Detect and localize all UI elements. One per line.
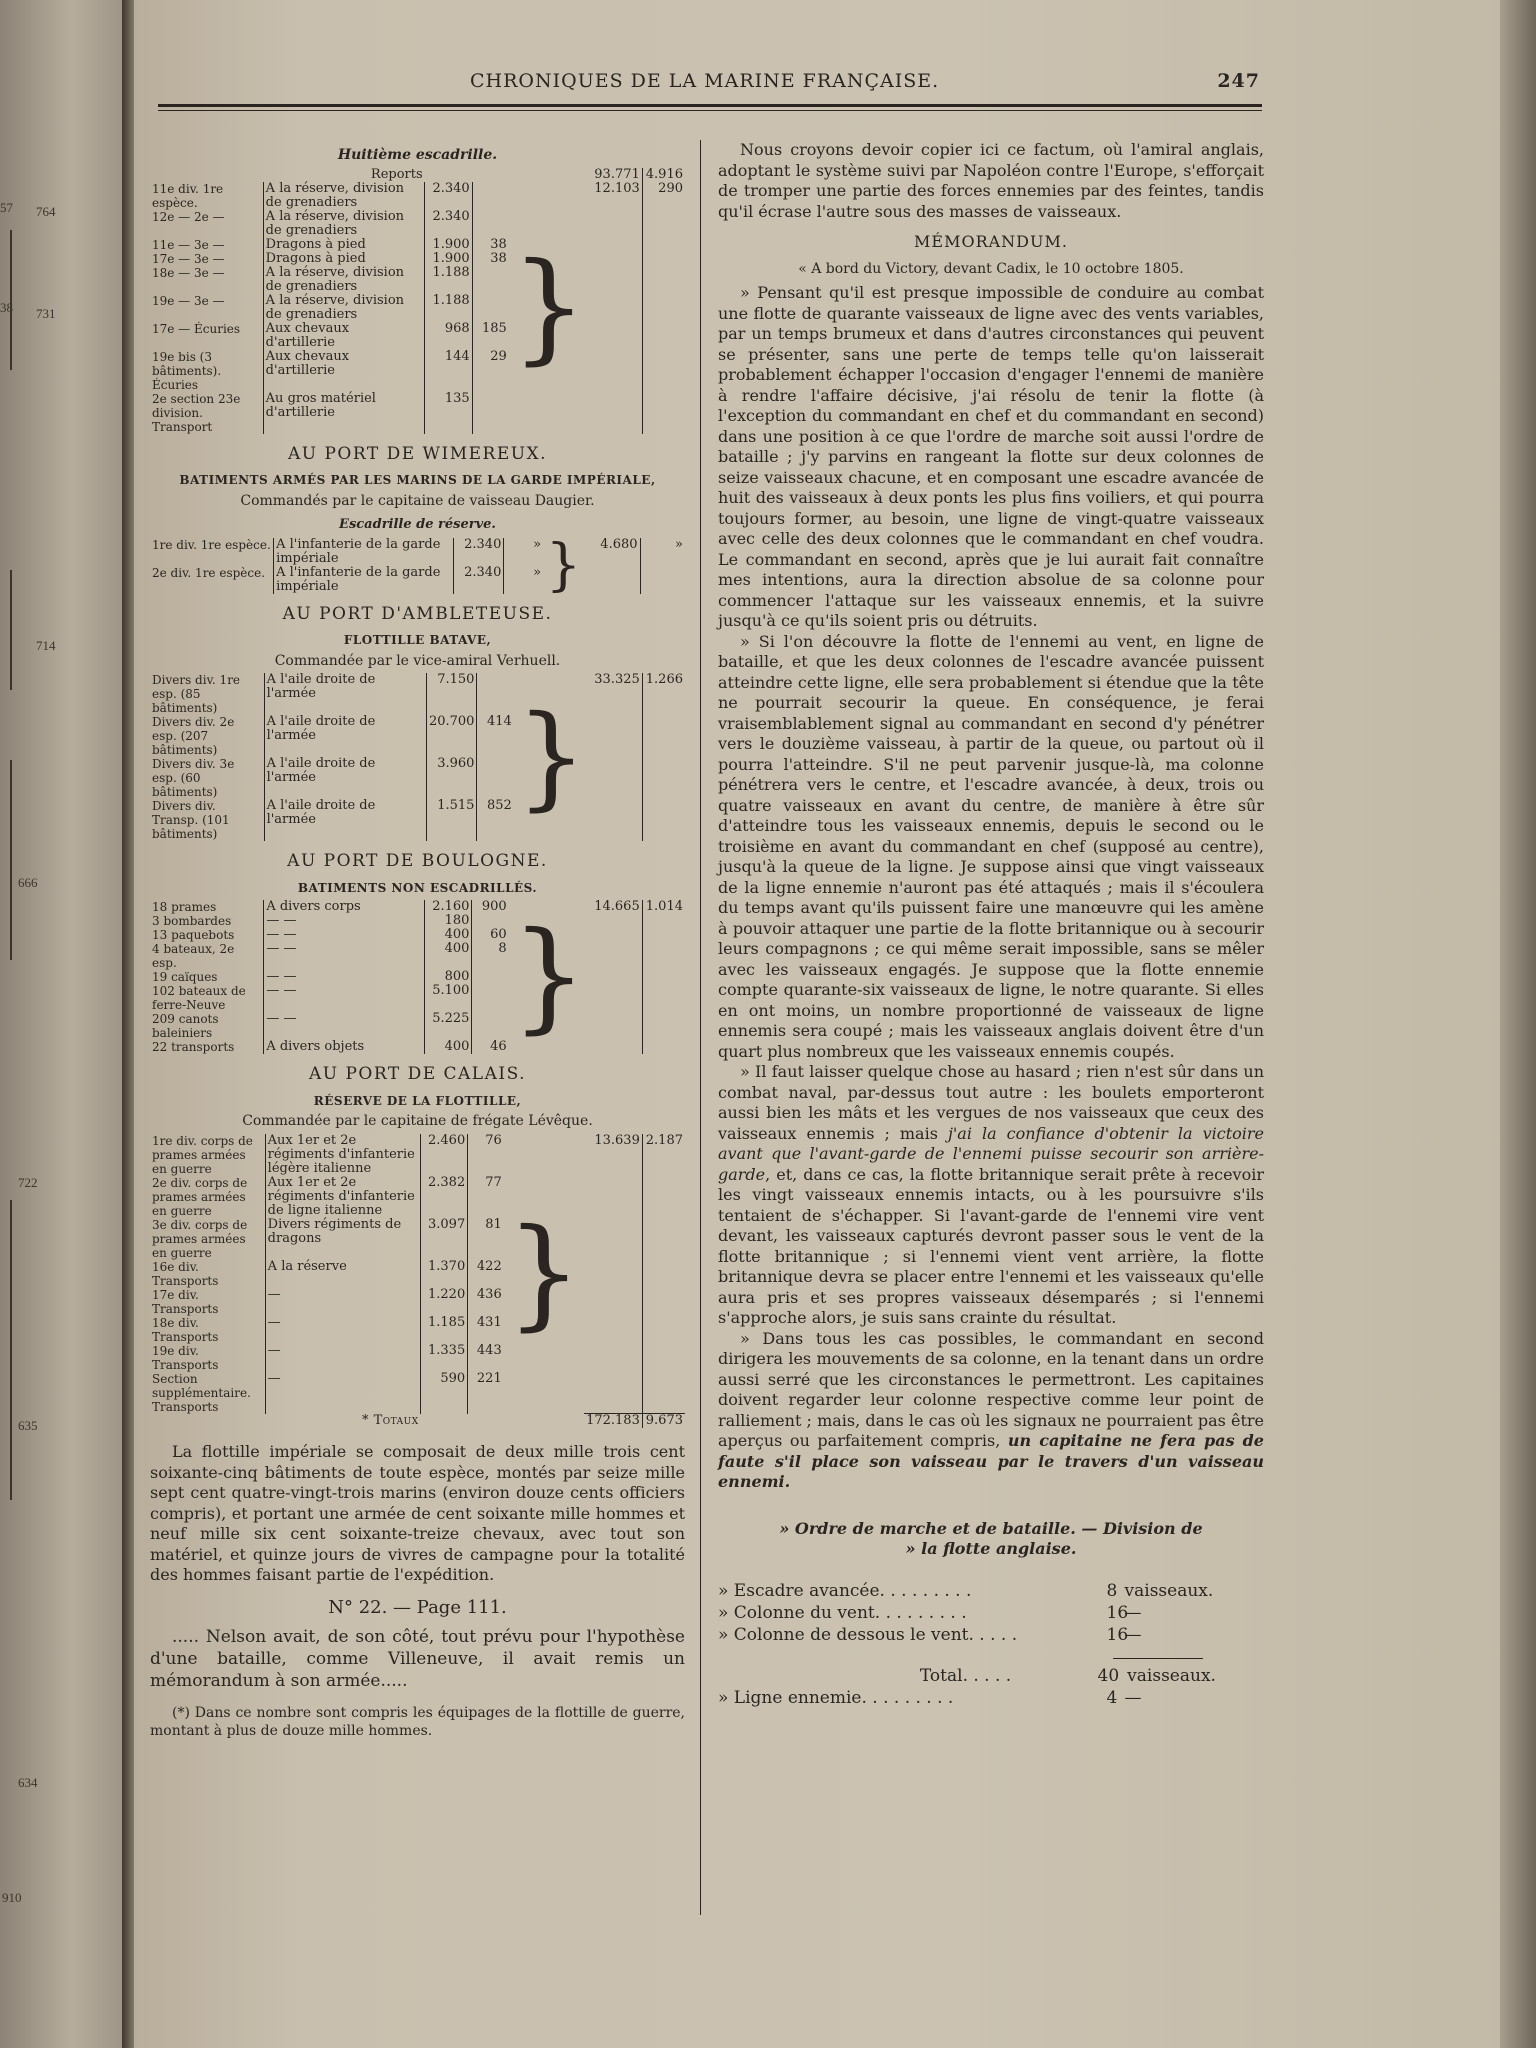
row-value-men: 590 [421, 1372, 468, 1414]
margin-number: 731 [36, 306, 56, 321]
row-description: — — [264, 970, 425, 984]
row-description: Au gros matériel d'artillerie [263, 392, 424, 434]
row-value-horses: 29 [472, 350, 509, 392]
page-number: 247 [1217, 70, 1260, 92]
row-value-horses [472, 294, 509, 322]
totals-v2: 9.673 [642, 1414, 685, 1429]
page-edge [1500, 0, 1536, 2048]
margin-number: 635 [18, 1418, 38, 1433]
row-description: Dragons à pied [263, 238, 424, 252]
row-value-horses: 46 [472, 1040, 509, 1054]
list-label: » Ligne ennemie. . . . . . . . . [718, 1687, 954, 1708]
row-label: Divers div. 1re esp. (85 bâtiments) [152, 673, 241, 715]
list-unit: — [1124, 1624, 1142, 1645]
row-label: 18e div. Transports [152, 1315, 219, 1344]
row-description: A l'aile droite de l'armée [264, 799, 426, 841]
row-value-horses: 221 [468, 1372, 504, 1414]
group-total-horses: 2.187 [642, 1134, 685, 1414]
port-heading: AU PORT DE BOULOGNE. [287, 851, 548, 871]
list-number: 4 [1106, 1687, 1118, 1708]
footnote: (*) Dans ce nombre sont compris les équipages de la flottille de guerre, montant à plus de douze mille hommes. [150, 1705, 685, 1739]
running-title: CHRONIQUES DE LA MARINE FRANÇAISE. [470, 70, 940, 92]
row-value-men: 400 [424, 928, 472, 942]
row-label: 11e — 3e — [152, 237, 225, 252]
row-value-horses: 900 [472, 900, 509, 914]
group-total-horses: 290 [642, 182, 685, 434]
list-number: 8 [1106, 1580, 1118, 1601]
row-description: Aux chevaux d'artillerie [263, 322, 424, 350]
row-label: 1re div. 1re espèce. [152, 537, 271, 552]
running-header [340, 70, 1260, 98]
row-description: A la réserve, division de grenadiers [263, 182, 424, 210]
row-description: A l'aile droite de l'armée [264, 757, 426, 799]
row-value-men: 1.900 [425, 252, 473, 266]
table-huitieme-escadrille [150, 168, 685, 434]
row-value-men: 1.900 [425, 238, 473, 252]
paragraph: La flottille impériale se composait de deux mille trois cent soixante-cinq bâtiments de toute espèce, montés par seize mille sept cent quatre-vingt-trois marins (environ douze cents officiers compris), et portant une armée de cent soixante mille hommes et neuf mille six cent soixante-treize chevaux, avec tout son matériel, et quinze jours de vivres de campagne pour la totalité des hommes faisant partie de l'expédition. [150, 1442, 685, 1584]
row-value-men: 180 [424, 914, 472, 928]
table-row [150, 900, 685, 914]
margin-number: 714 [36, 638, 56, 653]
section-heading: Escadrille de réserve. [339, 517, 496, 532]
list-number: 16 [1106, 1602, 1129, 1623]
paragraph: ..... Nelson avait, de son côté, tout prévu pour l'hypothèse d'une bataille, comme Villeneuve, il avait remis un mémorandum à son armée..... [150, 1627, 685, 1691]
paragraph: » Pensant qu'il est presque impossible de conduire au combat une flotte de quarante vaisseaux de ligne avec des vents variables, par un temps brumeux et dans d'autres circonstances qui peuvent se présenter, sans une perte de temps telle qu'on laisserait probablement échapper l'occasion d'engager l'ennemi de manière à rendre l'affaire décisive, j'ai résolu de tenir la flotte (à l'exception du commandant en chef et du commandant en second) dans une position à ce que l'ordre de marche soit aussi l'ordre de bataille ; j'y parvins en rangeant la flotte sur deux colonnes de seize vaisseaux chacune, et en composant une escadre avancée de huit des vaisseaux à deux ponts les plus fins voiliers, et qui pourra toujours former, au besoin, une ligne de vingt-quatre vaisseaux avec celle des deux colonnes que le commandant en chef voudra. Le commandant en second, après que je lui aurait fait connaître mes intentions, aura la direction absolue de sa colonne pour commencer l'attaque sur les vaisseaux ennemis, et la suivre jusqu'à ce qu'ils soient pris ou détruits. [718, 283, 1264, 630]
row-description: A l'infanterie de la garde impériale [274, 538, 454, 566]
section-heading: Huitième escadrille. [337, 147, 498, 163]
left-column [150, 145, 685, 1740]
text-run-italic: j'ai la confiance d'obtenir la victoire avant que l'avant-garde de l'ennemi puisse secourir son arrière-garde [718, 1123, 1265, 1184]
paragraph [718, 1062, 1264, 1329]
row-value-horses [472, 984, 509, 1012]
row-description: Dragons à pied [263, 252, 424, 266]
note-heading: N° 22. — Page 111. [328, 1596, 507, 1618]
row-description: — [265, 1288, 420, 1316]
row-value-men: 135 [425, 392, 473, 434]
row-label: 13 paquebots [152, 928, 235, 942]
paragraph: » Si l'on découvre la flotte de l'ennemi au vent, en ligne de bataille, et que les deux colonnes de l'escadre avancée puissent atteindre cette ligne, elle sera probablement si étendue que la tête ne pourrait secourir la queue. En conséquence, je ferai vraisemblablement signal au commandant en second d'y pénétrer vers le douzième vaisseau, à partir de la queue, ou partout où il pourra l'atteindre. S'il ne peut parvenir jusque-là, ma colonne pénétrera vers le centre, et l'escadre avancée, à deux, trois ou quatre vaisseaux en avant du centre, de manière à être sûr d'atteindre tous les vaisseaux ennemis, depuis le second ou le troisième en avant du commandant en chef (supposé au centre), jusqu'à la queue de la ligne. Je suppose ainsi que vingt vaisseaux de la ligne ennemie n'auront pas été attaqués ; mais il s'écoulera du temps avant qu'ils puissent faire une manœuvre qui les amène à pouvoir attaquer une partie de la flotte britannique ou à secourir leurs compagnons ; ce qui même serait impossible, sans se mêler avec les vaisseaux engagés. Je suppose que la flotte ennemie compte quarante-six vaisseaux de ligne, le notre quarante. Si elles en ont moins, un nombre proportionné de vaisseaux de ligne ennemis sera coupé ; mais les vaisseaux anglais doivent être d'un quart plus nombreux que les vaisseaux ennemis coupés. [718, 631, 1264, 1061]
list-label: Total. . . . . [919, 1665, 1012, 1686]
text-run: , et, dans ce cas, la flotte britannique serait prête à recevoir les vingt vaisseaux ennemis intacts, ou à les poursuivre s'ils tentaient de s'échapper. Si l'avant-garde de l'ennemi vire vent devant, les vaisseaux capturés devront passer sous le vent de la flotte britannique ; si l'ennemi vient vent arrière, la flotte britannique devra se placer entre l'ennemi et les vaisseaux qu'elle aura pris et ses propres vaisseaux désemparés ; si l'ennemi s'approche alors, je suis sans crainte du résultat. [718, 1164, 1264, 1327]
list-unit: — [1124, 1602, 1142, 1623]
group-total-men: 4.680 [600, 536, 638, 552]
row-description: A l'infanterie de la garde impériale [274, 566, 454, 594]
row-value-men: 20.700 [426, 715, 477, 757]
row-description: A la réserve, division de grenadiers [263, 210, 424, 238]
sub-heading: FLOTTILLE BATAVE, [343, 633, 492, 647]
group-total-men: 33.325 [594, 672, 640, 687]
row-description: A la réserve, division de grenadiers [263, 294, 424, 322]
brace: } [510, 237, 588, 377]
row-label: 3e div. corps de prames armées en guerre [152, 1217, 248, 1260]
row-value-men: 1.335 [421, 1344, 468, 1372]
margin-rule [10, 1200, 12, 1500]
row-label: 17e div. Transports [152, 1287, 219, 1316]
paragraph [718, 1329, 1264, 1493]
row-value-horses: 81 [468, 1218, 504, 1260]
table-ambleteuse [150, 673, 685, 841]
commander-line: Commandée par le capitaine de frégate Lévêque. [242, 1113, 593, 1129]
row-value-horses: 38 [472, 252, 509, 266]
row-label: 19e — 3e — [152, 293, 225, 308]
row-label: 18e — 3e — [152, 265, 225, 280]
fleet-total [718, 1665, 1264, 1709]
row-description: — [265, 1344, 420, 1372]
row-value-men: 400 [424, 942, 472, 970]
row-description: — [265, 1372, 420, 1414]
row-label: 17e — Écuries [152, 321, 241, 336]
text-run: » Dans tous les cas possibles, le commandant en second dirigera les mouvements de sa colonne, en la tenant dans un ordre aussi serré que les circonstances le permettront. Les capitaines doivent regarder leur colonne respective comme leur point de ralliement ; mais, dans le cas où les signaux ne pourraient pas être aperçus ou parfaitement compris, [718, 1328, 1264, 1450]
order-heading: » la flotte anglaise. [905, 1539, 1077, 1558]
row-value-horses [472, 1012, 509, 1040]
row-label: 2e div. 1re espèce. [152, 565, 266, 580]
row-value-men: 3.960 [426, 757, 477, 799]
fleet-list [718, 1580, 1264, 1646]
row-value-horses: 422 [468, 1260, 504, 1288]
reports-label: Reports [370, 166, 423, 182]
row-value-men: 2.382 [421, 1176, 468, 1218]
group-total-men: 14.665 [594, 899, 640, 914]
row-description: A l'aile droite de l'armée [264, 673, 426, 715]
row-description: A la réserve, division de grenadiers [263, 266, 424, 294]
row-label: 3 bombardes [152, 914, 232, 928]
brace: } [505, 1203, 583, 1343]
table-boulogne [150, 900, 685, 1054]
table-row [150, 673, 685, 715]
row-value-horses: 436 [468, 1288, 504, 1316]
row-label: 102 bateaux de ferre-Neuve [152, 984, 246, 1012]
row-value-horses: 431 [468, 1316, 504, 1344]
group-total-horses: » [640, 538, 685, 594]
memorandum-date: « A bord du Victory, devant Cadix, le 10 octobre 1805. [798, 260, 1184, 277]
port-heading: AU PORT DE CALAIS. [308, 1064, 527, 1084]
row-value-horses: 76 [468, 1134, 504, 1176]
list-unit: vaisseaux. [1124, 1580, 1214, 1601]
margin-number: 666 [18, 875, 38, 890]
row-value-horses: 77 [468, 1176, 504, 1218]
paragraph: Nous croyons devoir copier ici ce factum, où l'amiral anglais, adoptant le système suivi par Napoléon contre l'Europe, s'efforçait de tromper une partie des forces ennemies par des feintes, tandis qu'il écrase l'autre sous des masses de vaisseaux. [718, 140, 1264, 221]
facing-page-edge [0, 0, 130, 2048]
row-value-men: 400 [424, 1040, 472, 1054]
row-label: Section supplémentaire. Transports [152, 1371, 251, 1414]
row-value-horses [472, 970, 509, 984]
margin-number: 910 [2, 1890, 22, 1905]
reports-v2: 4.916 [642, 168, 685, 182]
row-value-men: 144 [425, 350, 473, 392]
row-value-men: 5.225 [424, 1012, 472, 1040]
table-row [150, 182, 685, 210]
group-total-horses: 1.014 [642, 900, 685, 1054]
list-label: » Escadre avancée. . . . . . . . . [718, 1580, 972, 1601]
sub-heading: RÉSERVE DE LA FLOTTILLE, [313, 1093, 522, 1108]
group-total-men: 12.103 [594, 180, 640, 196]
row-description: A la réserve [265, 1260, 420, 1288]
row-label: 2e section 23e division. Transport [152, 391, 241, 434]
list-item [718, 1602, 1264, 1624]
totals-label: * Totaux [361, 1412, 419, 1428]
margin-rule [10, 760, 12, 960]
row-value-horses: 414 [477, 715, 514, 757]
row-value-horses [472, 210, 509, 238]
row-value-men: 7.150 [426, 673, 477, 715]
row-label: 12e — 2e — [152, 209, 225, 224]
row-value-men: 1.188 [425, 266, 473, 294]
margin-rule [10, 570, 12, 690]
row-value-horses: 8 [472, 942, 509, 970]
row-label: 1re div. corps de prames armées en guerre [152, 1133, 253, 1176]
sub-heading: BATIMENTS ARMÉS PAR LES MARINS DE LA GARDE IMPÉRIALE, [179, 473, 656, 487]
row-value-men: 2.340 [453, 566, 504, 594]
row-value-men: 1.515 [426, 799, 477, 841]
text-run-italic: un capitaine ne fera pas de faute s'il place son vaisseau par le travers d'un vaisseau ennemi. [718, 1431, 1264, 1491]
list-item [718, 1687, 1264, 1709]
row-value-men: 1.220 [421, 1288, 468, 1316]
brace: } [515, 692, 588, 822]
port-heading: AU PORT D'AMBLETEUSE. [282, 603, 553, 624]
sum-rule [1113, 1658, 1203, 1659]
row-description: — [265, 1316, 420, 1344]
group-total-horses: 1.266 [642, 673, 685, 841]
row-label: Divers div. 2e esp. (207 bâtiments) [152, 715, 235, 757]
row-description: A l'aile droite de l'armée [264, 715, 426, 757]
list-unit: vaisseaux. [1127, 1665, 1216, 1686]
order-heading: » Ordre de marche et de bataille. — Division de [779, 1518, 1203, 1538]
row-description: Aux 1er et 2e régiments d'infanterie de ligne italienne [265, 1176, 420, 1218]
margin-number: 722 [18, 1175, 38, 1190]
row-value-men: 1.188 [425, 294, 473, 322]
row-label: 11e div. 1re espèce. [152, 181, 224, 210]
row-label: 19e bis (3 bâtiments). Écuries [152, 349, 222, 392]
commander-line: Commandés par le capitaine de vaisseau Daugier. [240, 492, 595, 509]
row-description: Divers régiments de dragons [265, 1218, 420, 1260]
row-value-men: 1.185 [421, 1316, 468, 1344]
row-label: 19e div. Transports [152, 1343, 219, 1372]
table-wimereux [150, 532, 685, 598]
row-value-men: 968 [425, 322, 473, 350]
list-number: 40 [1097, 1665, 1120, 1686]
row-value-men: 2.340 [453, 538, 504, 566]
list-unit: — [1124, 1687, 1142, 1708]
row-description: Aux 1er et 2e régiments d'infanterie légère italienne [265, 1134, 420, 1176]
margin-number: 634 [18, 1775, 38, 1790]
row-label: 22 transports [152, 1040, 235, 1054]
table-row [150, 538, 685, 566]
row-value-horses [477, 757, 514, 799]
table-row [150, 168, 685, 182]
row-description: Aux chevaux d'artillerie [263, 350, 424, 392]
row-description: A divers corps [264, 900, 425, 914]
row-value-men: 800 [424, 970, 472, 984]
table-calais [150, 1134, 685, 1429]
text-run: » Il faut laisser quelque chose au hasard ; rien n'est sûr dans un combat naval, par-dessus tout autre : les boulets emporteront aussi bien les mâts et les vergues de nos vaisseaux que ceux des vaisseaux ennemis ; mais [718, 1062, 1264, 1143]
margin-number: 764 [36, 204, 56, 219]
row-value-horses: 185 [472, 322, 509, 350]
reports-v1: 93.771 [594, 166, 640, 182]
row-label: 18 prames [152, 900, 217, 914]
row-value-horses: 60 [472, 928, 509, 942]
row-description: — — [264, 928, 425, 942]
column-divider [700, 140, 701, 1915]
brace: } [510, 907, 588, 1046]
row-label: 209 canots baleiniers [152, 1012, 219, 1040]
row-value-horses: 38 [472, 238, 509, 252]
margin-number: 38 [0, 300, 13, 315]
row-value-horses [477, 673, 514, 715]
row-label: 16e div. Transports [152, 1259, 219, 1288]
port-heading: AU PORT DE WIMEREUX. [287, 443, 548, 464]
right-column [718, 140, 1264, 1709]
brace: } [545, 532, 582, 598]
header-rule-thin [158, 110, 1262, 111]
list-item [718, 1624, 1264, 1646]
row-description: — — [264, 984, 425, 1012]
row-value-horses: 443 [468, 1344, 504, 1372]
row-value-men: 2.340 [425, 182, 473, 210]
row-label: 4 bateaux, 2e esp. [152, 942, 235, 970]
totals-row [150, 1414, 685, 1429]
margin-number: 57 [0, 200, 13, 215]
row-value-horses [472, 392, 509, 434]
header-rule [158, 104, 1262, 107]
row-label: 17e — 3e — [152, 251, 225, 266]
row-value-horses: » [504, 566, 543, 594]
list-number: 16 [1106, 1624, 1129, 1645]
list-item [718, 1665, 1264, 1687]
list-item [718, 1580, 1264, 1602]
row-value-horses: » [504, 538, 543, 566]
row-value-men: 1.370 [421, 1260, 468, 1288]
list-label: » Colonne de dessous le vent. . . . . [718, 1624, 1018, 1645]
commander-line: Commandée par le vice-amiral Verhuell. [274, 652, 561, 669]
row-label: Divers div. 3e esp. (60 bâtiments) [152, 757, 235, 799]
table-row [150, 1134, 685, 1176]
group-total-men: 13.639 [594, 1132, 640, 1148]
row-description: — — [264, 914, 425, 928]
row-description: A divers objets [264, 1040, 425, 1054]
totals-v1: 172.183 [584, 1414, 642, 1429]
memorandum-title: MÉMORANDUM. [914, 232, 1068, 251]
row-value-men: 3.097 [421, 1218, 468, 1260]
row-value-men: 2.160 [424, 900, 472, 914]
row-value-horses [472, 914, 509, 928]
sub-heading: BATIMENTS NON ESCADRILLÉS. [297, 880, 538, 895]
row-value-men: 5.100 [424, 984, 472, 1012]
row-description: — — [264, 942, 425, 970]
row-value-horses [472, 266, 509, 294]
row-description: — — [264, 1012, 425, 1040]
row-value-horses [472, 182, 509, 210]
list-label: » Colonne du vent. . . . . . . . . [718, 1602, 967, 1623]
row-value-horses: 852 [477, 799, 514, 841]
row-label: Divers div. Transp. (101 bâtiments) [152, 799, 230, 841]
row-value-men: 2.460 [421, 1134, 468, 1176]
row-value-men: 2.340 [425, 210, 473, 238]
row-label: 2e div. corps de prames armées en guerre [152, 1175, 248, 1218]
row-label: 19 caïques [152, 970, 218, 984]
